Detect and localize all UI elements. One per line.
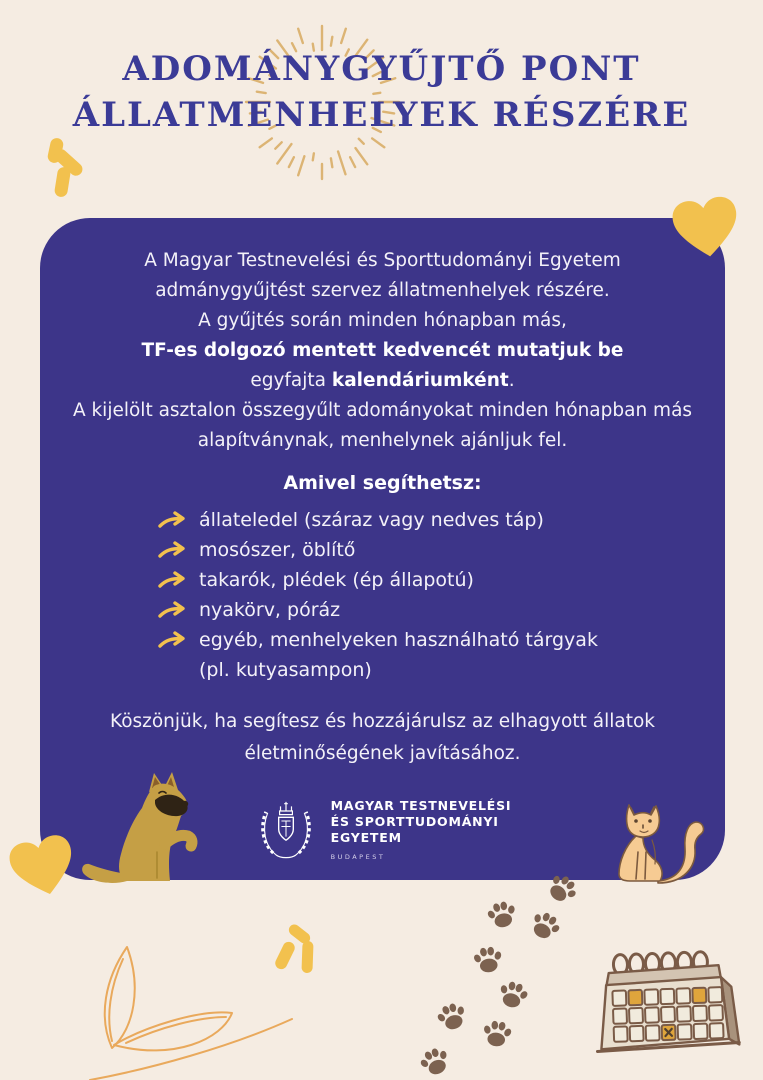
paw-print-icon: [481, 894, 522, 935]
curved-arrow-icon: [158, 541, 188, 559]
university-name-line: MAGYAR TESTNEVELÉSI: [330, 798, 512, 813]
desk-calendar-icon: [592, 948, 742, 1060]
mixed-pre: egyfajta: [250, 370, 332, 391]
sitting-dog-icon: [75, 750, 215, 900]
paw-print-icon: [478, 1015, 516, 1053]
list-item-label: (pl. kutyasampon): [199, 659, 372, 681]
curved-arrow-icon: [158, 511, 188, 529]
list-item-label: nyakörv, póráz: [199, 599, 341, 621]
list-heading: Amivel segíthetsz:: [283, 472, 482, 494]
intro-line: admánygyűjtést szervez állatmenhelyek részére.: [155, 280, 610, 301]
university-name: [331, 798, 512, 865]
list-item: [158, 535, 598, 565]
sitting-cat-icon: [600, 790, 720, 915]
closing-line: Köszönjük, ha segítesz és hozzájárulsz az elhagyott állatok: [109, 711, 655, 732]
poster-title: [0, 46, 763, 138]
accent-dash-icon: [54, 166, 72, 198]
list-item-label: mosószer, öblítő: [199, 539, 356, 561]
list-item-continuation: [158, 655, 598, 685]
paw-print-icon: [492, 974, 534, 1016]
title-line-1: ADOMÁNYGYŰJTŐ PONT: [122, 49, 641, 89]
title-line-2: ÁLLATMENHELYEK RÉSZÉRE: [72, 95, 691, 135]
heart-icon: [663, 187, 748, 267]
accent-dash-icon: [301, 941, 313, 973]
list-item: [158, 565, 598, 595]
closing-line: életminőségének javításához.: [244, 743, 521, 764]
help-list: [158, 505, 598, 685]
paw-print-icon: [430, 995, 474, 1039]
curved-arrow-icon: [158, 571, 188, 589]
intro-line: A Magyar Testnevelési és Sporttudományi Egyetem: [144, 250, 621, 271]
university-city: BUDAPEST: [330, 853, 386, 861]
list-item: [158, 595, 598, 625]
list-item: [158, 625, 598, 655]
university-name-line: ÉS SPORTTUDOMÁNYI: [330, 814, 499, 829]
university-crest-icon: [254, 800, 318, 864]
intro-line-mixed: [40, 366, 725, 396]
curved-arrow-icon: [158, 601, 188, 619]
mixed-post: .: [508, 370, 515, 391]
list-item: [158, 505, 598, 535]
paw-print-icon: [413, 1040, 458, 1080]
list-item-label: takarók, plédek (ép állapotú): [199, 569, 474, 591]
leaves-icon: [70, 935, 300, 1080]
intro-line: A kijelölt asztalon összegyűlt adományokat minden hónapban más: [72, 400, 693, 421]
list-item-label: egyéb, menhelyeken használható tárgyak: [199, 629, 598, 651]
list-item-label: állateledel (száraz vagy nedves táp): [199, 509, 544, 531]
intro-text: [40, 246, 725, 456]
mixed-bold: kalendáriumként: [331, 370, 509, 391]
intro-line-bold: TF-es dolgozó mentett kedvencét mutatjuk be: [141, 340, 624, 361]
intro-line: A gyűjtés során minden hónapban más,: [198, 310, 567, 331]
intro-line: alapítványnak, menhelynek ajánljuk fel.: [197, 430, 568, 451]
curved-arrow-icon: [158, 631, 188, 649]
university-name-line: EGYETEM: [330, 830, 402, 845]
